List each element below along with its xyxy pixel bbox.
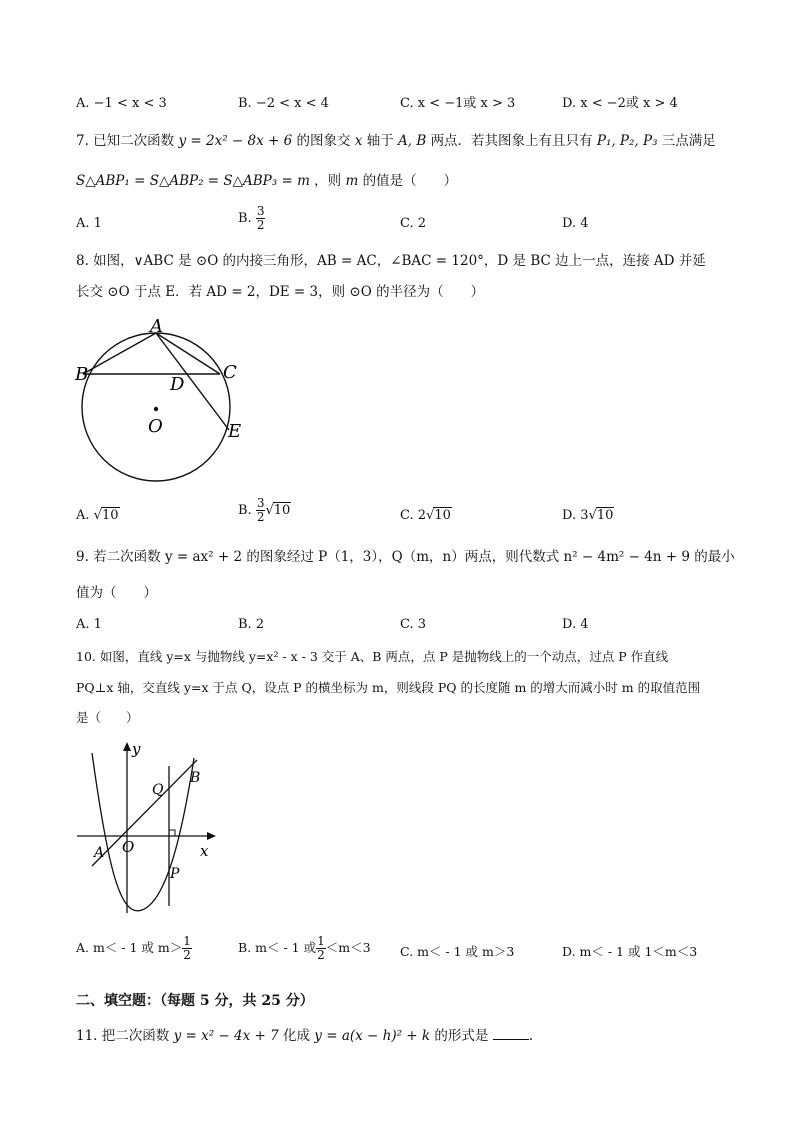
label-a: A (94, 845, 105, 861)
frac-denominator: 2 (183, 948, 191, 962)
q11-formula: y = x² − 4x + 7 (173, 1028, 279, 1044)
q7-option-a: A. 1 (76, 216, 102, 231)
segment-ae (156, 333, 229, 430)
label-y: y (132, 740, 141, 758)
q7-condition: S△ABP₁ = S△ABP₂ = S△ABP₃ = m (76, 173, 310, 189)
q8-option-a-label: A. (76, 508, 90, 523)
q8-option-c-label: C. (400, 508, 414, 523)
label-b: B (190, 770, 201, 786)
q10-option-b (238, 935, 371, 962)
q11-stem (76, 1027, 533, 1045)
q10-stem-line2: PQ⊥x 轴，交直线 y=x 于点 Q，设点 P 的横坐标为 m，则线段 PQ 的长度随 m 的增大而减小时 m 的取值范围 (76, 680, 701, 695)
q9-option-a: A. 1 (76, 617, 102, 632)
q7-x-var: x (354, 133, 363, 149)
label-c: C (223, 362, 237, 383)
right-angle-mark (169, 830, 175, 836)
q8-option-d-label: D. (562, 508, 577, 523)
q7-text: 轴于 (366, 133, 394, 149)
q8-stem-line2: 长交 ⊙O 于点 E．若 AD = 2，DE = 3，则 ⊙O 的半径为（ ） (76, 284, 485, 300)
q11-text: 的形式是 (434, 1028, 489, 1044)
q7-text: 的图象交 (296, 133, 351, 149)
q9-option-c: C. 3 (400, 617, 427, 632)
q11-text: 化成 (283, 1028, 310, 1044)
q7-option-c: C. 2 (400, 216, 427, 231)
frac-denominator: 2 (256, 218, 265, 232)
q9-stem-line2: 值为（ ） (76, 585, 157, 601)
label-e: E (228, 421, 242, 442)
section-title: 二、填空题：（每题 5 分，共 25 分） (76, 993, 314, 1009)
q7-text: 的值是（ ） (362, 173, 458, 189)
q10-option-b-text: ＜m＜3 (325, 940, 371, 955)
label-d: D (170, 374, 185, 395)
center-point (154, 407, 158, 411)
q11-text: 11. 把二次函数 (76, 1028, 170, 1044)
q8-option-d: D. 3√10 (562, 508, 614, 523)
q7-option-b (238, 205, 265, 232)
q10-option-a-fraction (182, 935, 192, 962)
y-axis-arrow-icon (123, 742, 131, 751)
q7-formula: y = 2x² − 8x + 6 (178, 133, 293, 149)
q11-text: . (528, 1028, 533, 1044)
q10-option-a-text: A. m＜ - 1 或 m＞ (76, 940, 183, 955)
sqrt-value: 10 (434, 508, 451, 523)
label-q: Q (152, 782, 164, 798)
label-a: A (150, 316, 163, 337)
q9-option-b: B. 2 (238, 617, 265, 632)
frac-denominator: 2 (256, 510, 265, 524)
q6-option-d: D. x < −2或 x > 4 (562, 96, 678, 111)
sqrt-value: 10 (596, 508, 614, 523)
q9-option-d: D. 4 (562, 617, 589, 632)
q7-text: ，则 (314, 173, 342, 189)
x-axis-arrow-icon (207, 832, 216, 840)
frac-numerator: 3 (256, 496, 265, 510)
coef: 3 (580, 508, 589, 523)
q6-option-a: A. −1 < x < 3 (76, 96, 167, 111)
q10-option-b-fraction (316, 935, 326, 962)
frac-numerator: 1 (317, 934, 325, 948)
answer-blank[interactable] (493, 1027, 529, 1040)
sqrt-value: 10 (273, 503, 291, 518)
q7-text: 7. 已知二次函数 (76, 133, 175, 149)
q7-option-d: D. 4 (562, 216, 589, 231)
q8-option-a: A. √10 (76, 508, 119, 523)
label-x: x (200, 842, 209, 860)
q7-m-var: m (345, 173, 359, 189)
frac-numerator: 1 (183, 934, 191, 948)
q6-option-b: B. −2 < x < 4 (238, 96, 329, 111)
q10-option-d: D. m＜ - 1 或 1＜m＜3 (562, 944, 698, 959)
segment-ab (83, 333, 156, 374)
q7-option-b-fraction (256, 205, 266, 232)
q10-option-b-text: B. m＜ - 1 或 (238, 940, 317, 955)
q6-option-c: C. x < −1或 x > 3 (400, 96, 516, 111)
q11-formula: y = a(x − h)² + k (314, 1028, 431, 1044)
q7-option-b-label: B. (238, 211, 252, 226)
q8-circle-figure (70, 312, 260, 487)
label-o: O (148, 416, 163, 437)
label-b: B (75, 364, 89, 385)
frac-denominator: 2 (317, 948, 325, 962)
q10-stem-line1: 10. 如图，直线 y=x 与抛物线 y=x² - x - 3 交于 A、B 两点，点 P 是抛物线上的一个动点，过点 P 作直线 (76, 649, 669, 664)
q10-option-a (76, 935, 192, 962)
label-o: O (122, 838, 135, 856)
coef: 2 (417, 508, 427, 523)
q8-option-c: C. 2√10 (400, 508, 451, 523)
q7-points-ab: A, B (398, 133, 427, 149)
q8-option-b: B. $\frac{3}{2}$ √10 (238, 496, 291, 524)
q8-option-b-label: B. (238, 503, 252, 518)
q7-stem-line2 (76, 172, 457, 190)
sqrt-value: 10 (101, 508, 119, 523)
parabola (92, 753, 194, 911)
q9-stem-line1: 9. 若二次函数 y = ax² + 2 的图象经过 P（1，3），Q（m，n）两点，则代数式 n² − 4m² − 4n + 9 的最小 (76, 549, 735, 565)
q7-points-p: P₁, P₂, P₃ (596, 133, 658, 149)
q7-stem-line1 (76, 132, 716, 150)
q10-parabola-figure (72, 738, 222, 918)
frac-numerator: 3 (256, 204, 265, 218)
label-p: P (170, 866, 180, 882)
q10-stem-line3: 是（ ） (76, 710, 139, 725)
q7-text: 三点满足 (661, 133, 716, 149)
q10-option-c: C. m＜ - 1 或 m＞3 (400, 944, 515, 959)
q7-text: 两点．若其图象上有且只有 (430, 133, 593, 149)
q8-stem-line1: 8. 如图，∨ABC 是 ⊙O 的内接三角形，AB = AC，∠BAC = 120°，D 是 BC 边上一点，连接 AD 并延 (76, 253, 706, 269)
segment-ac (156, 333, 220, 374)
q8-option-b-fraction (256, 497, 266, 524)
